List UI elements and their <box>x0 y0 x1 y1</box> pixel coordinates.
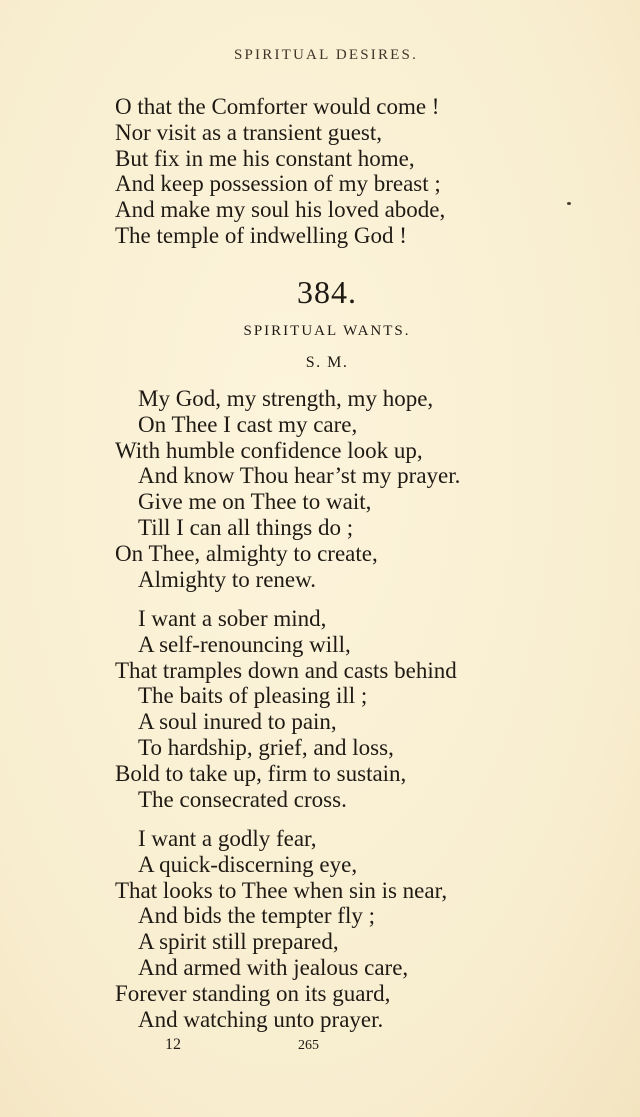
verse-line: But fix in me his constant home, <box>115 145 415 171</box>
stanza-2 <box>0 606 640 812</box>
page-number: 265 <box>298 1038 319 1053</box>
signature-mark: 12 <box>165 1036 181 1053</box>
verse-line: To hardship, grief, and loss, <box>138 734 394 760</box>
verse-line: O that the Comforter would come ! <box>115 94 440 119</box>
verse-line: A spirit still prepared, <box>138 929 339 955</box>
verse-line: That tramples down and casts behind <box>115 657 457 683</box>
verse-line: And keep possession of my breast ; <box>115 171 441 197</box>
verse-line: I want a sober mind, <box>138 606 327 631</box>
verse-line: The temple of indwelling God ! <box>115 222 407 248</box>
verse-line: The baits of pleasing ill ; <box>138 683 368 709</box>
verse-line: And know Thou hear’st my prayer. <box>138 463 461 489</box>
verse-line: And watching unto prayer. <box>138 1006 384 1032</box>
verse-line: Nor visit as a transient guest, <box>115 119 383 145</box>
stanza-1 <box>0 386 640 592</box>
verse-line: Till I can all things do ; <box>138 514 354 540</box>
verse-line: Almighty to renew. <box>138 566 317 592</box>
verse-line: Give me on Thee to wait, <box>138 489 372 515</box>
verse-line: A self-renouncing will, <box>138 631 351 657</box>
verse-line: And bids the tempter fly ; <box>138 903 375 929</box>
verse-line: Bold to take up, firm to sustain, <box>115 760 407 786</box>
previous-hymn-stanza <box>0 94 640 249</box>
verse-line: With humble confidence look up, <box>115 437 423 463</box>
verse-line: A quick-discerning eye, <box>138 851 358 877</box>
verse-line: I want a godly fear, <box>138 826 317 851</box>
hymn-number: 384. <box>297 274 357 310</box>
ink-speck <box>567 202 571 205</box>
verse-line: The consecrated cross. <box>138 786 347 812</box>
verse-line: And make my soul his loved abode, <box>115 197 446 223</box>
verse-line: That looks to Thee when sin is near, <box>115 877 448 903</box>
verse-line: On Thee, almighty to create, <box>115 540 378 566</box>
running-head: SPIRITUAL DESIRES. <box>233 47 419 63</box>
stanza-3 <box>0 826 640 1032</box>
hymn-meter: S. M. <box>305 354 349 371</box>
verse-line: Forever standing on its guard, <box>115 980 391 1006</box>
verse-line: On Thee I cast my care, <box>138 411 358 437</box>
verse-line: And armed with jealous care, <box>138 954 409 980</box>
verse-line: My God, my strength, my hope, <box>138 386 434 411</box>
verse-line: A soul inured to pain, <box>138 709 337 735</box>
hymn-title: SPIRITUAL WANTS. <box>243 323 411 339</box>
